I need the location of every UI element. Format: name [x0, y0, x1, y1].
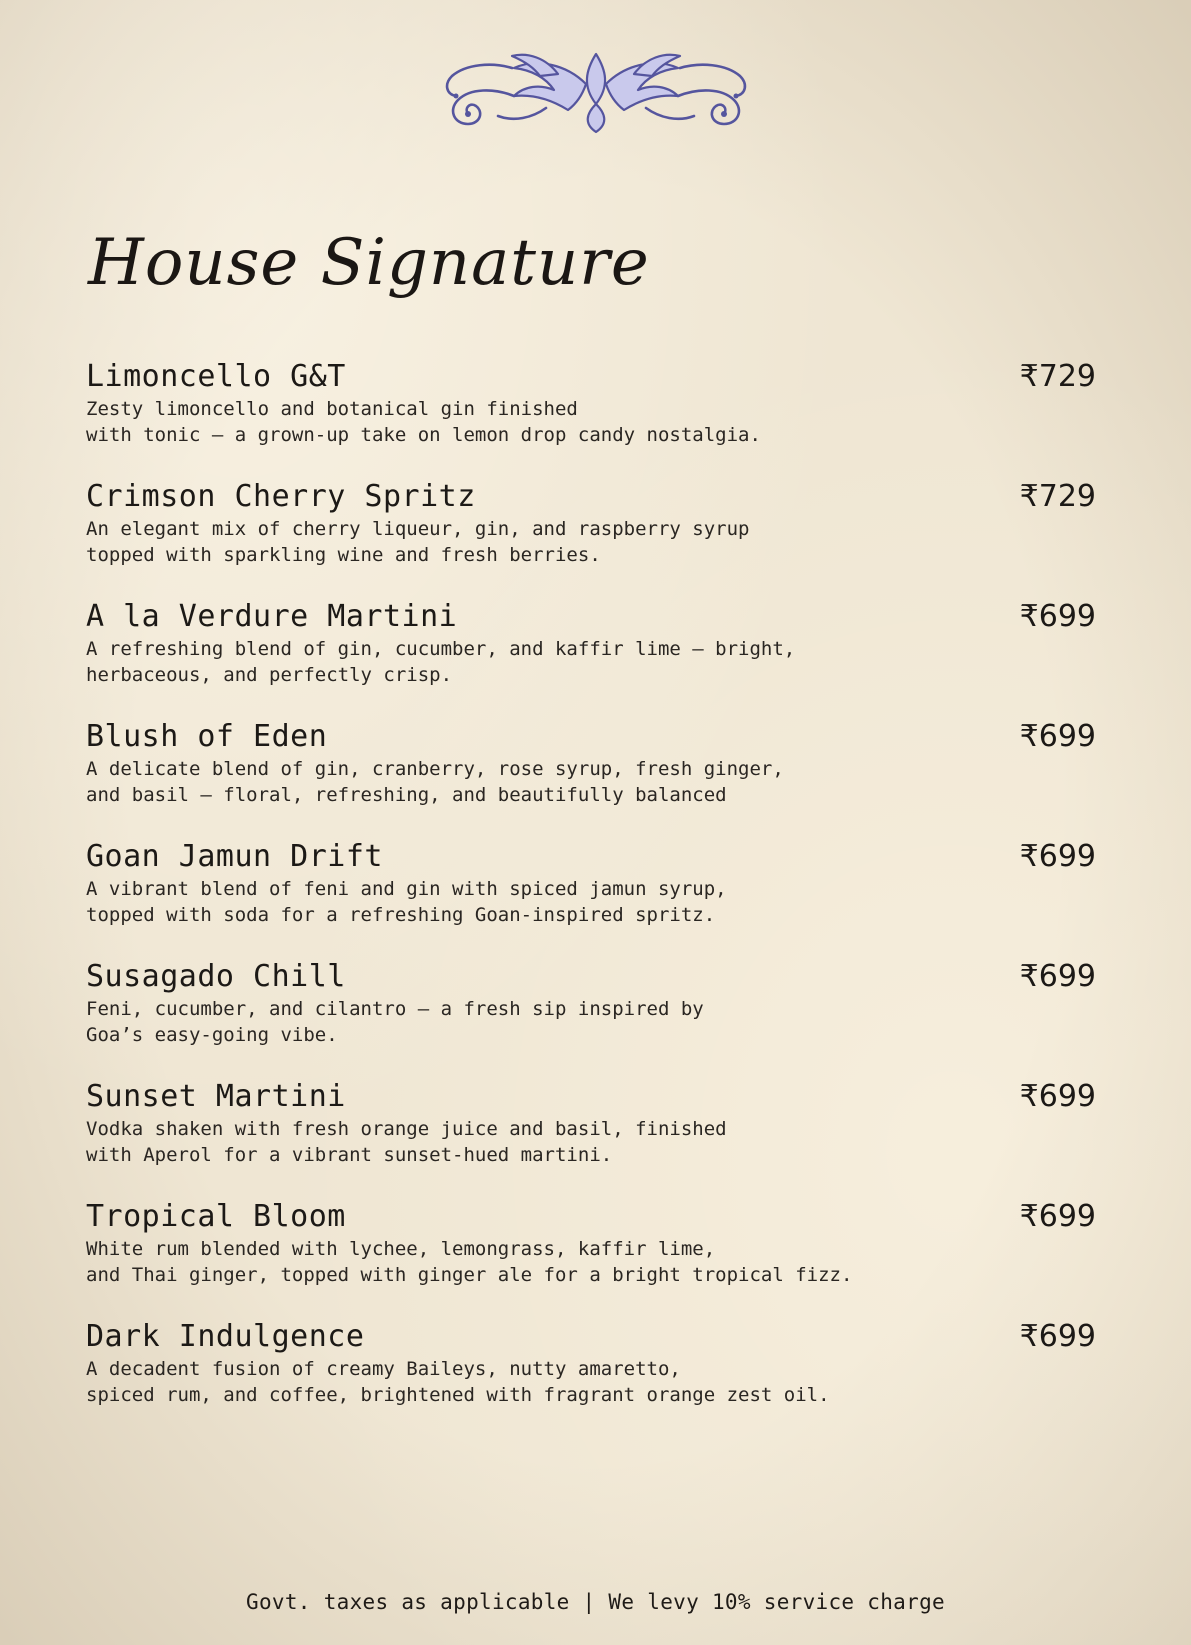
baroque-scroll-ornament-icon	[436, 44, 756, 136]
item-name: Dark Indulgence	[86, 1319, 365, 1354]
item-description: A vibrant blend of feni and gin with spiced jamun syrup, topped with soda for a refreshing Goan-inspired spritz.	[86, 878, 727, 926]
menu-list	[86, 358, 1096, 1438]
menu-item	[86, 1198, 1096, 1318]
item-name: Goan Jamun Drift	[86, 839, 383, 874]
item-price: ₹699	[1019, 959, 1096, 994]
item-name: Sunset Martini	[86, 1079, 346, 1114]
item-name: Crimson Cherry Spritz	[86, 479, 476, 514]
menu-item	[86, 838, 1096, 958]
item-price: ₹699	[1019, 839, 1096, 874]
item-price: ₹699	[1019, 1319, 1096, 1354]
item-description: Zesty limoncello and botanical gin finished with tonic – a grown-up take on lemon drop candy nostalgia.	[86, 398, 761, 446]
item-price: ₹699	[1019, 1199, 1096, 1234]
menu-item	[86, 718, 1096, 838]
footer-note: Govt. taxes as applicable | We levy 10% service charge	[246, 1590, 945, 1614]
item-name: A la Verdure Martini	[86, 599, 458, 634]
item-description: Feni, cucumber, and cilantro – a fresh sip inspired by Goa’s easy-going vibe.	[86, 998, 704, 1046]
item-description: Vodka shaken with fresh orange juice and basil, finished with Aperol for a vibrant sunset-hued martini.	[86, 1118, 727, 1166]
item-name: Susagado Chill	[86, 959, 346, 994]
item-name: Blush of Eden	[86, 719, 328, 754]
item-price: ₹699	[1019, 719, 1096, 754]
menu-item	[86, 1078, 1096, 1198]
menu-item	[86, 358, 1096, 478]
item-description: A decadent fusion of creamy Baileys, nutty amaretto, spiced rum, and coffee, brightened with fragrant orange zest oil.	[86, 1358, 830, 1406]
menu-item	[86, 958, 1096, 1078]
item-description: A refreshing blend of gin, cucumber, and kaffir lime – bright, herbaceous, and perfectly crisp.	[86, 638, 796, 686]
section-title: House Signature	[88, 226, 650, 300]
item-name: Tropical Bloom	[86, 1199, 346, 1234]
item-price: ₹729	[1019, 359, 1096, 394]
item-price: ₹729	[1019, 479, 1096, 514]
menu-item	[86, 598, 1096, 718]
menu-item	[86, 478, 1096, 598]
item-price: ₹699	[1019, 599, 1096, 634]
item-name: Limoncello G&T	[86, 359, 346, 394]
item-description: An elegant mix of cherry liqueur, gin, and raspberry syrup topped with sparkling wine and fresh berries.	[86, 518, 750, 566]
item-description: A delicate blend of gin, cranberry, rose syrup, fresh ginger, and basil – floral, refreshing, and beautifully balanced	[86, 758, 784, 806]
menu-item	[86, 1318, 1096, 1438]
item-price: ₹699	[1019, 1079, 1096, 1114]
item-description: White rum blended with lychee, lemongrass, kaffir lime, and Thai ginger, topped with ginger ale for a bright tropical fizz.	[86, 1238, 853, 1286]
